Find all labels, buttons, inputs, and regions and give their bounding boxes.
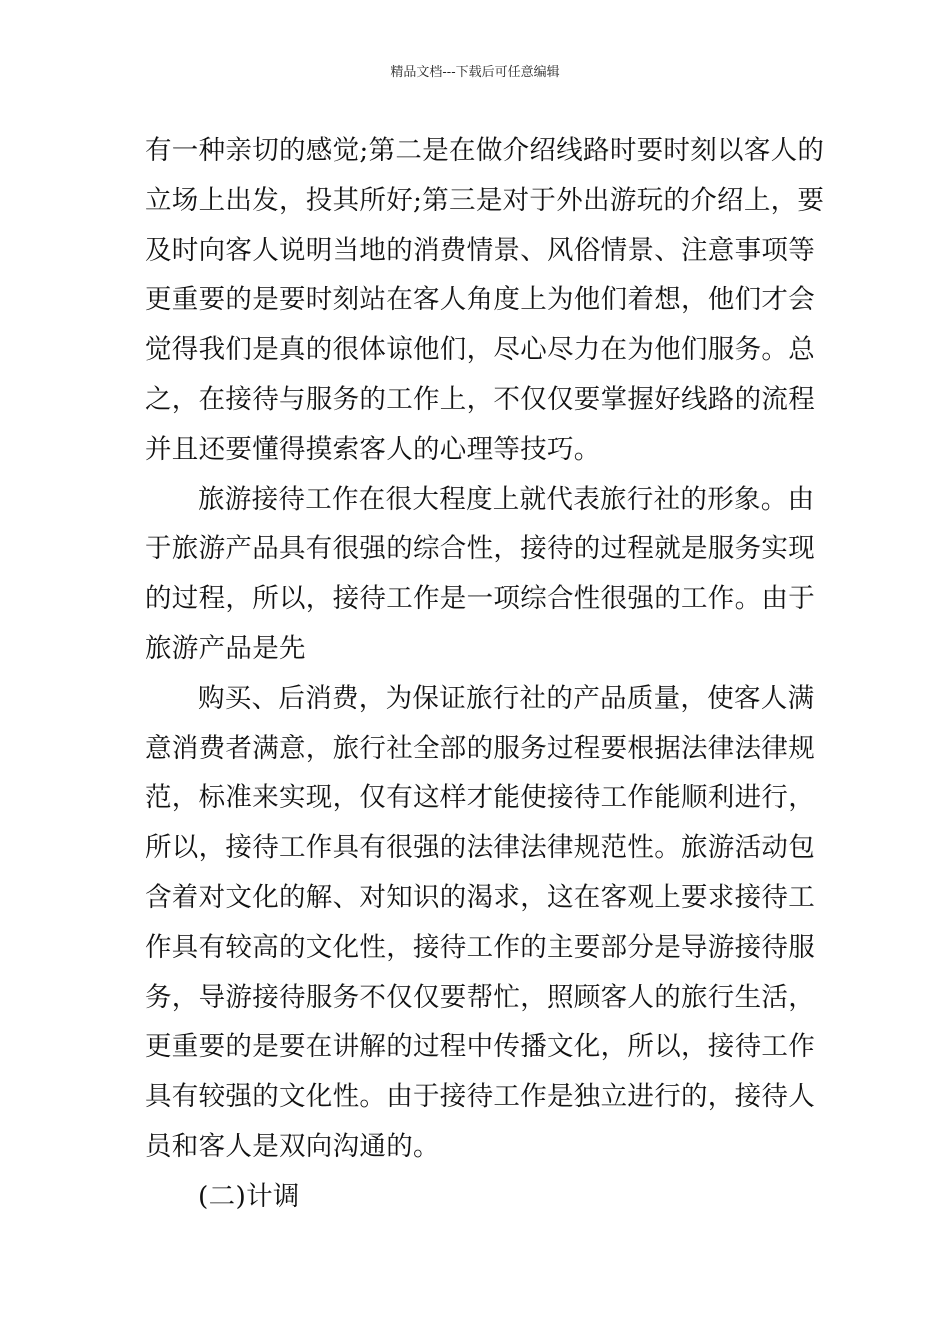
text-line: 及时向客人说明当地的消费情景、风俗情景、注意事项等 bbox=[145, 234, 815, 266]
text-line: 旅游产品是先 bbox=[145, 632, 306, 664]
document-body bbox=[145, 126, 825, 1222]
text-line: 之，在接待与服务的工作上，不仅仅要掌握好线路的流程 bbox=[145, 383, 815, 415]
text-line: 有一种亲切的感觉;第二是在做介绍线路时要时刻以客人的 bbox=[145, 135, 825, 166]
text-line: 更重要的是要在讲解的过程中传播文化，所以，接待工作 bbox=[145, 1031, 815, 1063]
section-heading bbox=[145, 1172, 807, 1222]
text-line: 购买、后消费，为保证旅行社的产品质量，使客人满 bbox=[198, 682, 815, 714]
text-line: 意消费者满意，旅行社全部的服务过程要根据法律法律规 bbox=[145, 732, 815, 764]
text-line: 员和客人是双向沟通的。 bbox=[145, 1130, 440, 1162]
text-line: 旅游接待工作在很大程度上就代表旅行社的形象。由 bbox=[198, 483, 815, 515]
text-line: 作具有较高的文化性，接待工作的主要部分是导游接待服 bbox=[145, 931, 815, 963]
text-line: 并且还要懂得摸索客人的心理等技巧。 bbox=[145, 433, 601, 465]
text-line: 所以，接待工作具有很强的法律法律规范性。旅游活动包 bbox=[145, 832, 815, 864]
text-line: 含着对文化的解、对知识的渴求，这在客观上要求接待工 bbox=[145, 881, 815, 913]
text-line: (二)计调 bbox=[198, 1180, 300, 1212]
page-header: 精品文档---下载后可任意编辑 bbox=[390, 65, 560, 80]
text-line: 的过程，所以，接待工作是一项综合性很强的工作。由于 bbox=[145, 583, 815, 615]
text-line: 觉得我们是真的很体谅他们，尽心尽力在为他们服务。总 bbox=[145, 334, 815, 366]
text-line: 务，导游接待服务不仅仅要帮忙，照顾客人的旅行生活， bbox=[145, 981, 815, 1013]
paragraph-1 bbox=[145, 126, 825, 475]
paragraph-3 bbox=[145, 674, 815, 1172]
text-line: 立场上出发，投其所好;第三是对于外出游玩的介绍上，要 bbox=[145, 184, 825, 216]
text-line: 范，标准来实现，仅有这样才能使接待工作能顺利进行， bbox=[145, 782, 815, 814]
text-line: 于旅游产品具有很强的综合性，接待的过程就是服务实现 bbox=[145, 533, 815, 565]
paragraph-2 bbox=[145, 475, 815, 674]
text-line: 更重要的是要时刻站在客人角度上为他们着想，他们才会 bbox=[145, 284, 815, 316]
text-line: 具有较强的文化性。由于接待工作是独立进行的，接待人 bbox=[145, 1081, 815, 1113]
